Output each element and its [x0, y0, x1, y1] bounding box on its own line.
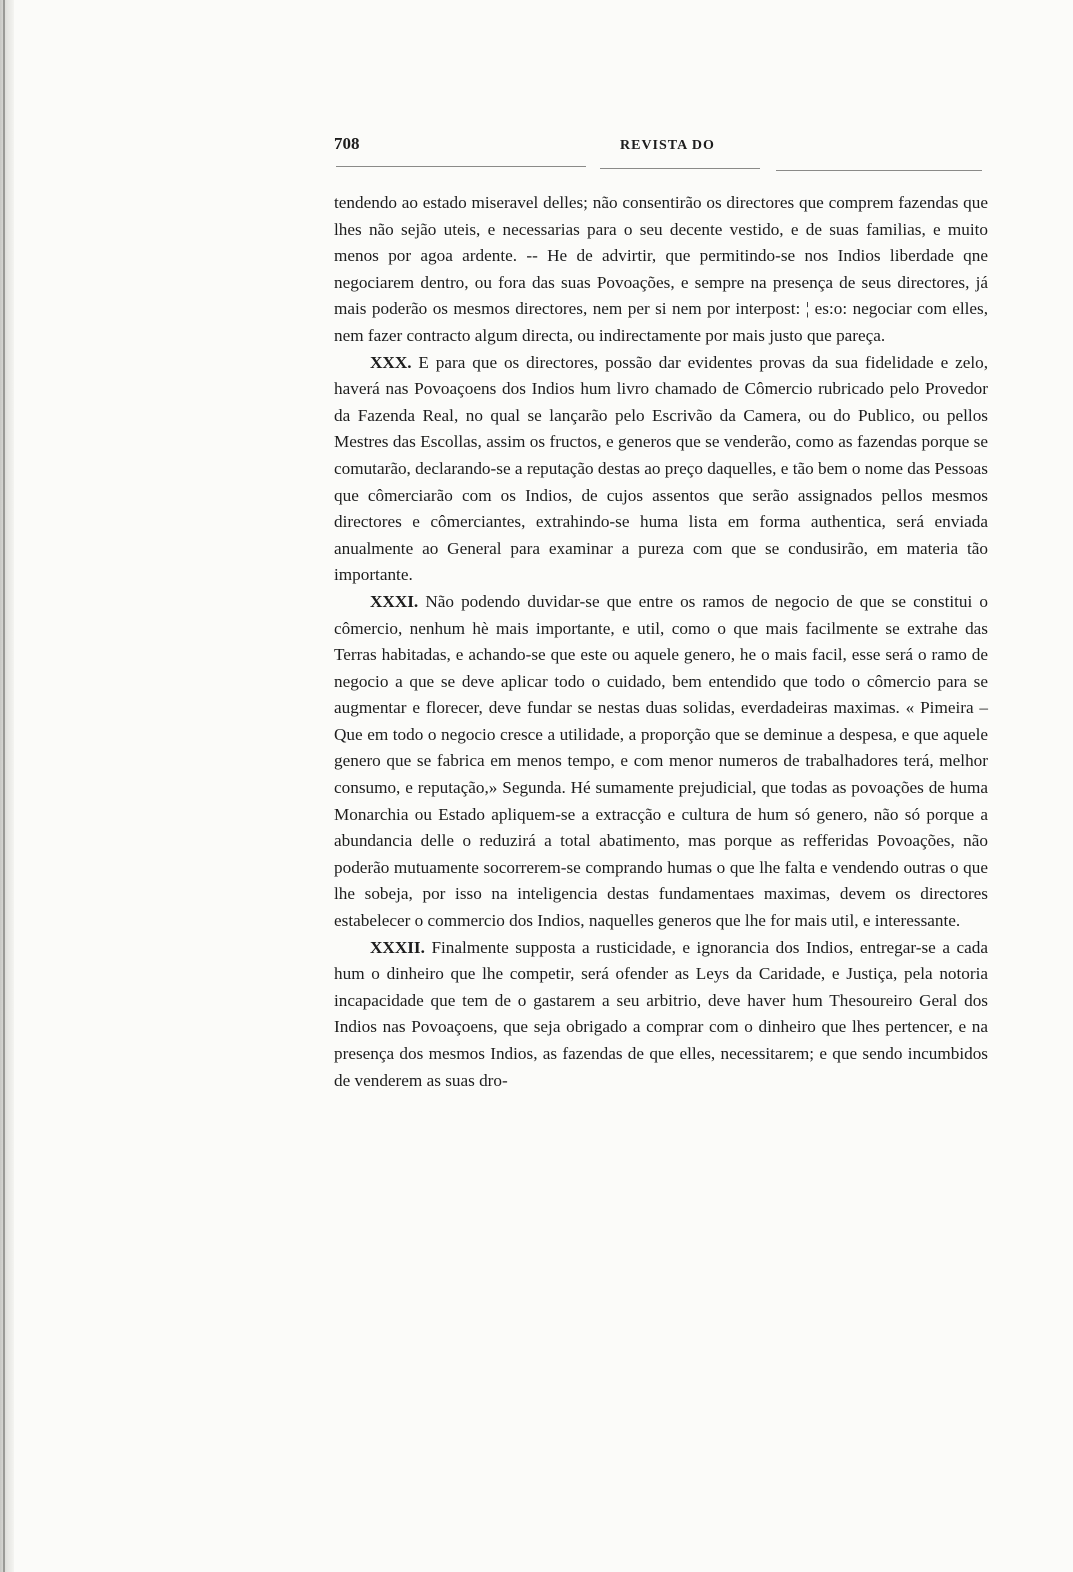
binding-shadow-line: [3, 0, 5, 1572]
page-number: 708: [334, 134, 360, 153]
page-header: [334, 134, 984, 162]
paragraph: [334, 190, 988, 350]
header-rule: [336, 166, 586, 167]
paragraph-text: Finalmente supposta a rusticidade, e ignorancia dos Indios, entregar-se a cada hum o dinheiro que lhe competir, será ofender as Leys da Caridade, e Justiça, pela notoria incapacidade que tem de o gastarem a seu arbitrio, deve haver hum Thesoureiro Geral dos Indios nas Povoaçoens, que seja obrigado a comprar com o dinheiro que lhes pertencer, e na presença dos mesmos Indios, as fazendas de que elles, necessitarem; e que sendo incumbidos de venderem as suas dro-: [334, 937, 988, 1090]
body-text: [334, 190, 988, 1094]
section-number: XXX.: [370, 352, 412, 372]
section-number: XXXII.: [370, 937, 425, 957]
paragraph-text: Não podendo duvidar-se que entre os ramos de negocio de que se constitui o cômercio, nenhum hè mais importante, e util, como o que mais facilmente se extrahe das Terras habitadas, e achando-se que este ou aquele genero, he o mais facil, esse será o ramo de negocio a que se deve aplicar todo o cuidado, bem entendido que todo o cômercio para se augmentar e florecer, deve fundar se nestas duas solidas, everdadeiras maximas. « Pimeira – Que em todo o negocio cresce a utilidade, a proporção que se deminue a despesa, e que aquele genero que se fabrica em menos tempo, e com menor numeros de trabalhadores terá, melhor consumo, e reputação,» Segunda. Hé sumamente prejudicial, que todas as povoações de huma Monarchia ou Estado apliquem-se a extracção e cultura de hum só genero, não só porque a abundancia delle o reduzirá a total abatimento, mas porque as refferidas Povoações, não poderão mutuamente socorrerem-se comprando humas o que lhe falta e vendendo outras o que lhe sobeja, por isso na inteligencia destas fundamentaes maximas, devem os directores estabelecer o commercio dos Indios, naquelles generos que lhe for mais util, e interessante.: [334, 591, 988, 931]
paragraph: [334, 350, 988, 589]
paragraph: [334, 935, 988, 1095]
paragraph: [334, 589, 988, 935]
paragraph-text: tendendo ao estado miseravel delles; não consentirão os directores que comprem fazendas que lhes não sejão uteis, e necessarias para o seu decente vestido, e de suas familias, e muito menos por agoa ardente. -- He de advirtir, que permitindo-se nos Indios liberdade qne negociarem dentro, ou fora das suas Povoações, e sempre na presença de seus directores, já mais poderão os mesmos directores, nem per si nem por interpost: ¦ es:o: negociar com elles, nem fazer contracto algum directa, ou indirectamente por mais justo que pareça.: [334, 193, 988, 345]
header-rule: [776, 170, 982, 171]
paragraph-text: E para que os directores, possão dar evidentes provas da sua fidelidade e zelo, haverá nas Povoaçoens dos Indios hum livro chamado de Cômercio rubricado pelo Provedor da Fazenda Real, no qual se lançarão pelo Escrivão da Camera, ou do Publico, ou pellos Mestres das Escollas, assim os fructos, e generos que se venderão, como as fazendas porque se comutarão, declarando-se a reputação destas ao preço daquelles, e tão bem o nome das Pessoas que cômerciarão com os Indios, de cujos assentos que serão assignados pellos mesmos directores e cômerciantes, extrahindo-se huma lista em forma authentica, será enviada anualmente ao General para examinar a pureza com que se condusirão, em materia tão importante.: [334, 352, 988, 585]
section-number: XXXI.: [370, 591, 419, 611]
header-rule: [600, 168, 760, 169]
running-head: REVISTA DO: [620, 138, 715, 153]
